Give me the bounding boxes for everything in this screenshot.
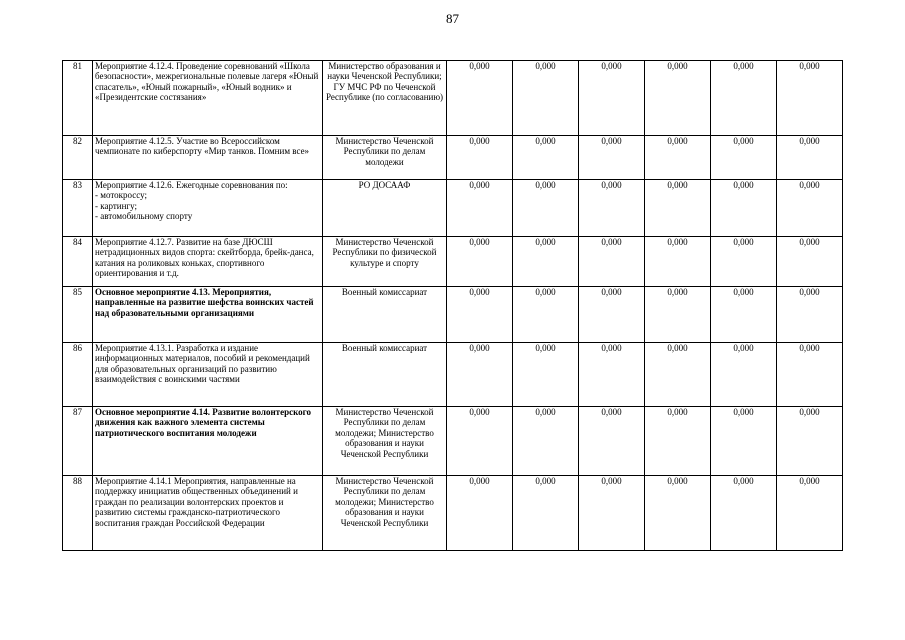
- funding-value-cell: 0,000: [447, 61, 513, 136]
- executor-cell: Министерство Чеченской Республики по делам молодежи; Министерство образования и науки Чеченской Республики: [323, 476, 447, 551]
- funding-value-cell: 0,000: [777, 180, 843, 237]
- funding-value-cell: 0,000: [579, 476, 645, 551]
- executor-cell: Министерство Чеченской Республики по делам молодежи: [323, 136, 447, 180]
- funding-value-cell: 0,000: [777, 136, 843, 180]
- activity-name-cell: Мероприятие 4.14.1 Мероприятия, направленные на поддержку инициатив общественных объединений и граждан по реализации волонтерских проектов и развитию системы гражданско-патриотического воспитания граждан Российской Федерации: [93, 476, 323, 551]
- executor-cell: РО ДОСААФ: [323, 180, 447, 237]
- funding-value-cell: 0,000: [513, 343, 579, 407]
- executor-cell: Министерство Чеченской Республики по делам молодежи; Министерство образования и науки Чеченской Республики: [323, 407, 447, 476]
- funding-value-cell: 0,000: [513, 61, 579, 136]
- funding-value-cell: 0,000: [645, 287, 711, 343]
- table-row: [63, 61, 843, 136]
- table-row: [63, 343, 843, 407]
- executor-cell: Военный комиссариат: [323, 287, 447, 343]
- executor-cell: Военный комиссариат: [323, 343, 447, 407]
- funding-value-cell: 0,000: [579, 343, 645, 407]
- funding-value-cell: 0,000: [777, 287, 843, 343]
- table-body: [63, 61, 843, 551]
- funding-value-cell: 0,000: [513, 407, 579, 476]
- activity-name-cell: Основное мероприятие 4.14. Развитие волонтерского движения как важного элемента системы патриотического воспитания молодежи: [93, 407, 323, 476]
- funding-value-cell: 0,000: [777, 237, 843, 287]
- funding-value-cell: 0,000: [711, 136, 777, 180]
- funding-value-cell: 0,000: [777, 343, 843, 407]
- activity-name-cell: Мероприятие 4.12.6. Ежегодные соревнования по: - мотокроссу; - картингу; - автомобильному спорту: [93, 180, 323, 237]
- funding-value-cell: 0,000: [645, 61, 711, 136]
- funding-value-cell: 0,000: [579, 61, 645, 136]
- table-row: [63, 287, 843, 343]
- row-number-cell: 81: [63, 61, 93, 136]
- table-row: [63, 407, 843, 476]
- funding-value-cell: 0,000: [579, 407, 645, 476]
- funding-value-cell: 0,000: [513, 180, 579, 237]
- funding-value-cell: 0,000: [579, 136, 645, 180]
- funding-value-cell: 0,000: [711, 180, 777, 237]
- funding-value-cell: 0,000: [447, 407, 513, 476]
- executor-cell: Министерство Чеченской Республики по физической культуре и спорту: [323, 237, 447, 287]
- table-row: [63, 180, 843, 237]
- row-number-cell: 85: [63, 287, 93, 343]
- funding-value-cell: 0,000: [513, 237, 579, 287]
- funding-value-cell: 0,000: [447, 237, 513, 287]
- funding-value-cell: 0,000: [645, 343, 711, 407]
- funding-value-cell: 0,000: [645, 237, 711, 287]
- row-number-cell: 86: [63, 343, 93, 407]
- page-number: 87: [446, 11, 459, 26]
- funding-value-cell: 0,000: [645, 136, 711, 180]
- executor-cell: Министерство образования и науки Чеченской Республики; ГУ МЧС РФ по Чеченской Республике (по согласованию): [323, 61, 447, 136]
- funding-value-cell: 0,000: [447, 180, 513, 237]
- table-row: [63, 476, 843, 551]
- funding-value-cell: 0,000: [579, 237, 645, 287]
- funding-value-cell: 0,000: [711, 287, 777, 343]
- funding-value-cell: 0,000: [447, 136, 513, 180]
- funding-value-cell: 0,000: [711, 237, 777, 287]
- funding-value-cell: 0,000: [513, 136, 579, 180]
- activity-name-cell: Мероприятие 4.12.7. Развитие на базе ДЮСШ нетрадиционных видов спорта: скейтборда, брейк-данса, катания на роликовых коньках, спортивного ориентирования и т.д.: [93, 237, 323, 287]
- funding-value-cell: 0,000: [579, 180, 645, 237]
- funding-value-cell: 0,000: [513, 287, 579, 343]
- funding-value-cell: 0,000: [447, 287, 513, 343]
- table-row: [63, 237, 843, 287]
- funding-value-cell: 0,000: [711, 343, 777, 407]
- row-number-cell: 82: [63, 136, 93, 180]
- row-number-cell: 88: [63, 476, 93, 551]
- funding-value-cell: 0,000: [579, 287, 645, 343]
- funding-value-cell: 0,000: [777, 407, 843, 476]
- row-number-cell: 84: [63, 237, 93, 287]
- activity-name-cell: Мероприятие 4.13.1. Разработка и издание информационных материалов, пособий и рекомендаций для образовательных организаций по развитию взаимодействия с воинскими частями: [93, 343, 323, 407]
- row-number-cell: 83: [63, 180, 93, 237]
- funding-value-cell: 0,000: [447, 343, 513, 407]
- funding-value-cell: 0,000: [513, 476, 579, 551]
- funding-value-cell: 0,000: [645, 407, 711, 476]
- activity-name-cell: Мероприятие 4.12.4. Проведение соревнований «Школа безопасности», межрегиональные полевые лагеря «Юный спасатель», «Юный пожарный», «Юный водник» и «Президентские состязания»: [93, 61, 323, 136]
- program-activities-table: [62, 60, 843, 551]
- funding-value-cell: 0,000: [711, 407, 777, 476]
- activity-name-cell: Мероприятие 4.12.5. Участие во Всероссийском чемпионате по киберспорту «Мир танков. Помним все»: [93, 136, 323, 180]
- funding-value-cell: 0,000: [645, 180, 711, 237]
- funding-value-cell: 0,000: [645, 476, 711, 551]
- funding-value-cell: 0,000: [447, 476, 513, 551]
- funding-value-cell: 0,000: [777, 61, 843, 136]
- funding-value-cell: 0,000: [777, 476, 843, 551]
- row-number-cell: 87: [63, 407, 93, 476]
- funding-value-cell: 0,000: [711, 476, 777, 551]
- table-row: [63, 136, 843, 180]
- funding-value-cell: 0,000: [711, 61, 777, 136]
- activity-name-cell: Основное мероприятие 4.13. Мероприятия, направленные на развитие шефства воинских частей над образовательными организациями: [93, 287, 323, 343]
